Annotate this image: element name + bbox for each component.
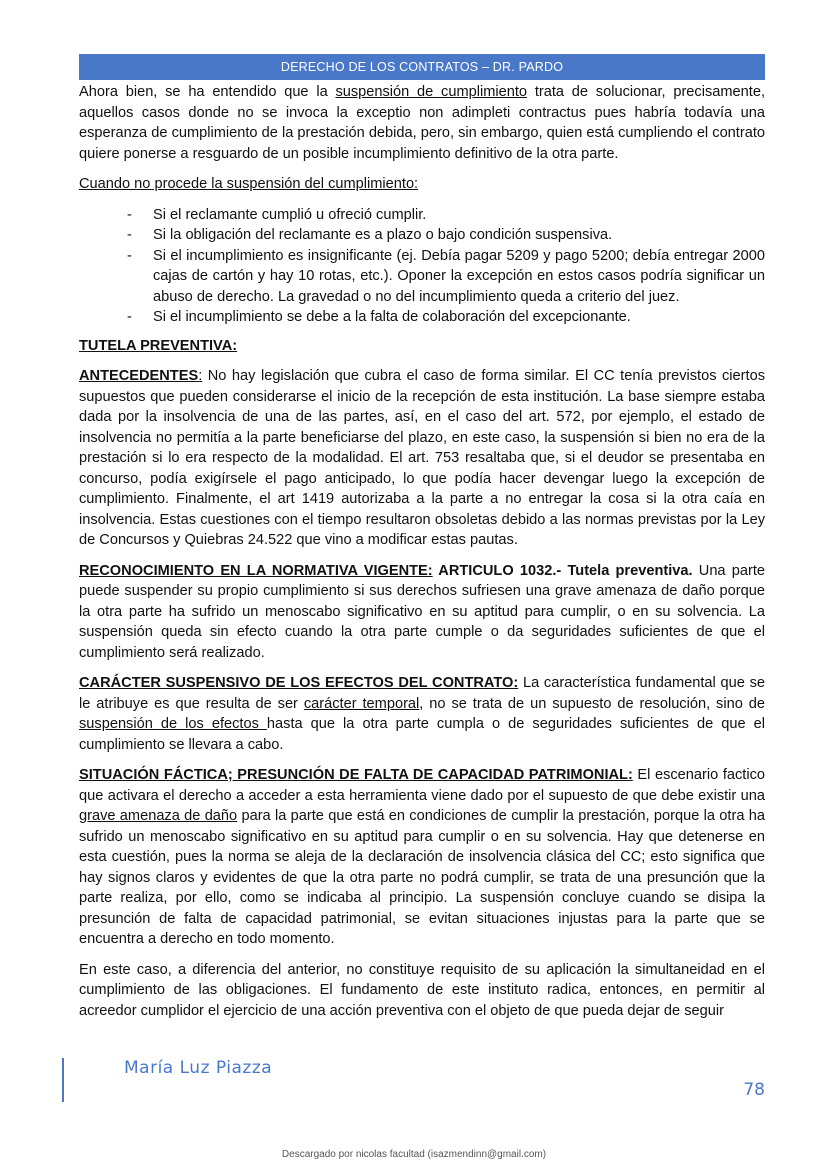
download-notice: Descargado por nicolas facultad (isazmendinn@gmail.com) bbox=[281, 1149, 547, 1160]
heading-no-procede bbox=[79, 174, 765, 195]
text-run: El escenario factico que activara el derecho a acceder a esta herramienta viene dado por el supuesto de que debe existir una bbox=[79, 767, 765, 804]
paragraph-antecedentes bbox=[79, 366, 765, 551]
paragraph-situacion bbox=[79, 765, 765, 950]
paragraph-final bbox=[79, 960, 765, 1022]
list-item: - Si la obligación del reclamante es a plazo o bajo condición suspensiva. bbox=[153, 225, 765, 246]
section-label: SITUACIÓN FÁCTICA; PRESUNCIÓN DE FALTA DE CAPACIDAD PATRIMONIAL: bbox=[79, 767, 633, 783]
list-item: - Si el reclamante cumplió u ofreció cumplir. bbox=[153, 205, 765, 226]
section-label: RECONOCIMIENTO EN LA NORMATIVA VIGENTE: bbox=[79, 562, 433, 579]
section-label: CARÁCTER SUSPENSIVO DE LOS EFECTOS DEL CONTRATO: bbox=[79, 675, 519, 691]
footer-author: María Luz Piazza bbox=[124, 1058, 273, 1078]
text-run: , no se trata de un supuesto de resolución, sino de bbox=[419, 695, 765, 712]
text-run: No hay legislación que cubra el caso de forma similar. El CC tenía previstos ciertos supuestos que pueden considerarse el inicio de la recepción de esta institución. La base siempre estaba dada por la insolvencia de una de las partes, así, en el caso del art. 572, por ejemplo, el estado de insolvencia no permitía a la parte beneficiarse del plazo, en este caso, la suspensión si bien no era de la prestación si lo era respecto de la modalidad. El art. 753 resaltaba que, si el deudor se presentaba en concurso, podía exigírsele el pago anticipado, lo que podía hacer devengar luego la excepción de cumplimiento. Finalmente, el art 1419 autorizaba a la parte a no entregar la cosa si la otra caía en insolvencia. Estas cuestiones con el tiempo resultaron obsoletas debido a las normas previstas por la Ley de Concursos y Quiebras 24.522 que vino a modificar estas pautas. bbox=[79, 368, 765, 548]
paragraph-suspension-intro bbox=[79, 82, 765, 164]
text-run: Una parte puede suspender su propio cumplimiento si sus derechos sufriesen una grave amenaza de daño porque la otra parte ha sufrido un menoscabo significativo en su aptitud para cumplir, o en su solvencia. La suspensión queda sin efecto cuando la otra parte cumple o da seguridades suficientes de que el cumplimiento será realizado. bbox=[79, 562, 766, 661]
section-label: ANTECEDENTES bbox=[79, 368, 199, 384]
list-item: - Si el incumplimiento se debe a la falta de colaboración del excepcionante. bbox=[153, 307, 765, 328]
heading-tutela-preventiva bbox=[79, 336, 765, 357]
subheading: Cuando no procede la suspensión del cumplimiento: bbox=[79, 176, 419, 192]
article-title: ARTICULO 1032.- Tutela preventiva. bbox=[432, 562, 693, 579]
text-run: En este caso, a diferencia del anterior, no constituye requisito de su aplicación la simultaneidad en el cumplimiento de las obligaciones. El fundamento de este instituto radica, entonces, en permitir al acreedor cumplidor el ejercicio de una acción preventiva con el objeto de que pueda dejar de seguir bbox=[79, 961, 765, 1019]
page-number: 78 bbox=[743, 1080, 765, 1100]
underlined-term: grave amenaza de daño bbox=[79, 808, 238, 824]
footer-divider bbox=[62, 1058, 64, 1102]
underlined-term: carácter temporal bbox=[303, 695, 420, 712]
text-run: hasta que la otra parte cumpla o de seguridades suficientes de que el cumplimiento se llevara a cabo. bbox=[79, 716, 765, 753]
header-title: DERECHO DE LOS CONTRATOS – DR. PARDO bbox=[280, 60, 564, 74]
no-procede-list bbox=[79, 205, 765, 328]
text-run: para la parte que está en condiciones de cumplir la prestación, porque la otra ha sufrido un menoscabo significativo en su aptitud para cumplir o en su solvencia. Hay que detenerse en esta cuestión, pues la norma se aleja de la declaración de insolvencia clásica del CC; esto significa que hay signos claros y evidentes de que la otra parte no podrá cumplir, se trata de una presunción que la parte realiza, por ello, como se indicaba al principio. La suspensión concluye cuando se disipa la presunción de falta de capacidad patrimonial, se evitan situaciones injustas para la parte que se encuentra a derecho en todo momento. bbox=[79, 808, 765, 947]
text-run: trata de solucionar, precisamente, aquellos casos donde no se invoca la exceptio non adimpleti contractus pues habría todavía una esperanza de cumplimiento de la prestación debida, pero, sin embargo, quien está cumpliendo el contrato quiere ponerse a resguardo de un posible incumplimiento definitivo de la otra parte. bbox=[79, 84, 765, 162]
paragraph-caracter bbox=[79, 673, 765, 755]
paragraph-reconocimiento bbox=[79, 561, 765, 664]
text-run: Ahora bien, se ha entendido que la bbox=[79, 84, 336, 100]
underlined-term: suspensión de los efectos bbox=[79, 716, 267, 732]
section-heading: TUTELA PREVENTIVA: bbox=[79, 337, 238, 354]
document-body bbox=[79, 82, 765, 1031]
label-colon: : bbox=[198, 368, 203, 384]
page-header-bar bbox=[79, 54, 765, 80]
list-item: - Si el incumplimiento es insignificante (ej. Debía pagar 5209 y pago 5200; debía entregar 2000 cajas de cartón y hay 10 rotas, etc.). Oponer la excepción en estos casos podría significar un abuso de derecho. La gravedad o no del incumplimiento queda a criterio del juez. bbox=[153, 246, 765, 308]
text-run: La característica fundamental que se le atribuye es que resulta de ser bbox=[79, 675, 765, 712]
underlined-term: suspensión de cumplimiento bbox=[335, 84, 528, 100]
